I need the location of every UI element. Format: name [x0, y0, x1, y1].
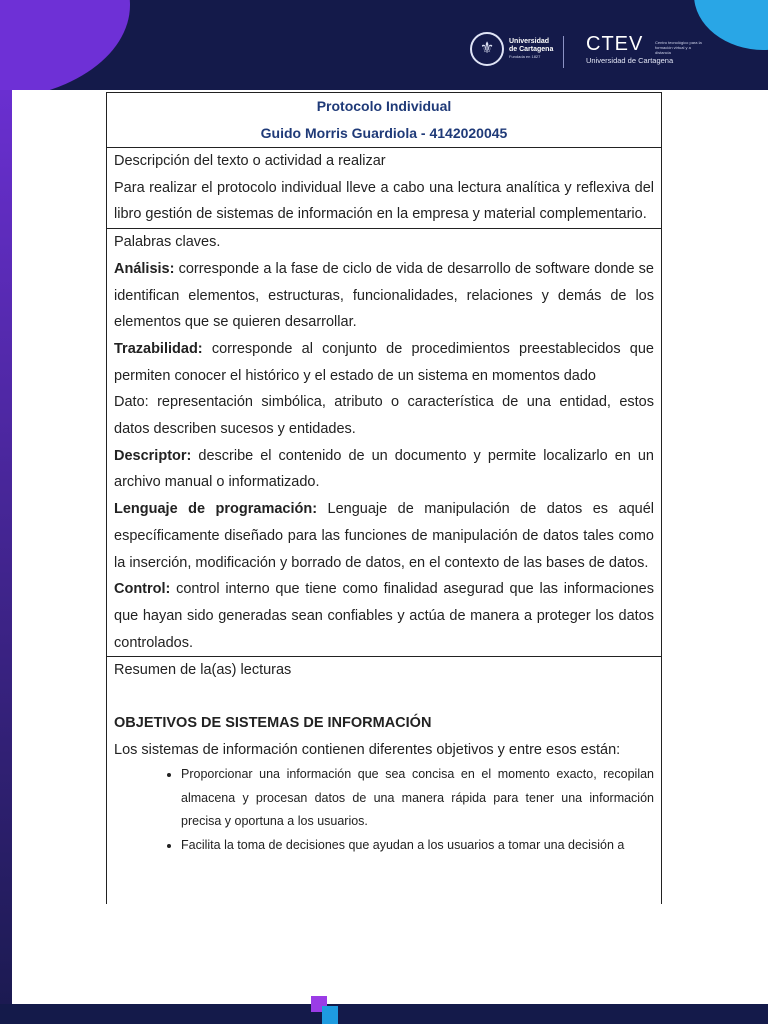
- keyword-definition: corresponde al conjunto de procedimientos preestablecidos que permiten conocer el histórico y el estado de un sistema en momentos dado: [114, 340, 654, 384]
- header-banner: [0, 0, 768, 90]
- keyword-term: Trazabilidad:: [114, 340, 203, 357]
- keyword-entry: [114, 256, 654, 336]
- description-body: Para realizar el protocolo individual lleve a cabo una lectura analítica y reflexiva del libro gestión de sistemas de información en la empresa y material complementario.: [114, 179, 654, 223]
- keyword-entry: [114, 443, 654, 496]
- keyword-entry: [114, 576, 654, 656]
- blue-decor-shape: [694, 0, 768, 50]
- university-name: Universidad de Cartagena: [509, 38, 554, 53]
- footer-bar: [0, 1004, 768, 1024]
- keywords-cell: [107, 229, 661, 657]
- keyword-definition: Lenguaje de manipulación de datos es aquél específicamente diseñado para las funciones de manipulación de datos tales como la inserción, modificación y borrado de datos, en el contexto de las bases de datos.: [114, 501, 654, 571]
- blue-square-decor: [322, 1006, 338, 1024]
- list-item: • Facilita la toma de decisiones que ayudan a los usuarios a tomar una decisión a: [181, 834, 654, 858]
- university-seal-icon: ⚜: [470, 32, 504, 66]
- ctev-wordmark: CTEV: [586, 33, 644, 55]
- ctev-description: Centro tecnológico para la formación virtual y a distancia: [655, 40, 702, 55]
- author-line: Guido Morris Guardiola - 4142020045: [260, 125, 508, 141]
- keyword-definition: corresponde a la fase de ciclo de vida de desarrollo de software donde se identifican elementos, estructuras, funcionalidades, relaciones y demás de los elementos que se quieren desarrollar.: [114, 260, 654, 331]
- ctev-subtitle: Universidad de Cartagena: [586, 56, 674, 65]
- description-heading: Descripción del texto o actividad a realizar: [114, 153, 386, 169]
- keyword-definition: describe el contenido de un documento y permite localizarlo en un archivo manual o informatizado.: [114, 447, 654, 491]
- logo-divider: [563, 36, 564, 68]
- keyword-entry: [114, 336, 654, 389]
- university-tagline: Fundada en 1827: [509, 54, 541, 59]
- section-title: OBJETIVOS DE SISTEMAS DE INFORMACIÓN: [114, 715, 432, 732]
- section-intro: Los sistemas de información contienen diferentes objetivos y entre esos están:: [114, 741, 621, 758]
- keyword-term: Análisis:: [114, 260, 175, 277]
- keyword-term: Lenguaje de programación:: [114, 501, 318, 518]
- keyword-definition: Dato: representación simbólica, atributo o característica de una entidad, estos datos describen sucesos y entidades.: [114, 394, 654, 438]
- universidad-logo: [470, 32, 557, 66]
- left-accent-bar: [0, 90, 12, 1024]
- document-title: Protocolo Individual: [316, 98, 452, 114]
- summary-cell: [107, 657, 661, 857]
- purple-decor-shape: [0, 0, 130, 90]
- keyword-definition: control interno que tiene como finalidad asegurad que las informaciones que hayan sido generadas sean confiables y actúa de manera a proteger los datos controlados.: [114, 581, 654, 651]
- summary-heading: Resumen de la(as) lecturas: [114, 662, 292, 679]
- keyword-term: Control:: [114, 581, 171, 598]
- description-cell: [107, 148, 661, 229]
- keyword-term: Descriptor:: [114, 447, 192, 464]
- list-item: • Proporcionar una información que sea concisa en el momento exacto, recopilan almacena y procesan datos de una manera rápida para tener una información precisa y oportuna a los usuarios.: [181, 763, 654, 834]
- keywords-heading: Palabras claves.: [114, 234, 221, 251]
- protocol-table: [106, 92, 662, 904]
- objectives-list: [114, 763, 654, 857]
- keyword-entry: [114, 496, 654, 576]
- keyword-entry: [114, 389, 654, 442]
- title-cell: [107, 93, 661, 148]
